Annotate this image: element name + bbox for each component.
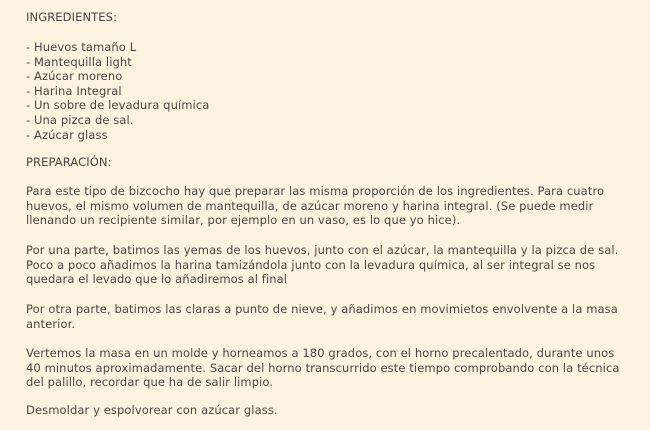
preparation-heading: PREPARACIÓN: (26, 155, 112, 169)
ingredient-item: - Huevos tamaño L (26, 40, 137, 54)
ingredient-item: - Azúcar glass (26, 127, 108, 142)
preparation-paragraph: Para este tipo de bizcocho hay que preparar las misma proporción de los ingredientes. Para cuatro huevos, el mismo volumen de mantequilla, de azúcar moreno y harina integral. (Se puede medir llenando un recipiente similar, por ejemplo en un vaso, es lo que yo hice). (26, 184, 605, 228)
ingredient-item: - Una pizca de sal. (26, 112, 134, 127)
ingredients-heading: INGREDIENTES: (26, 10, 118, 24)
preparation-paragraph: Por otra parte, batimos las claras a punto de nieve, y añadimos en movimietos envolvente a la masa anterior. (26, 302, 618, 331)
preparation-paragraph: Vertemos la masa en un molde y horneamos a 180 grados, con el horno precalentado, durante unos 40 minutos aproximadamente. Sacar del horno transcurrido este tiempo comprobando con la técnica del palillo, recordar que ha de salir limpio. (26, 346, 620, 390)
ingredient-item: - Azúcar moreno (26, 69, 123, 84)
preparation-paragraph: Desmoldar y espolvorear con azúcar glass. (26, 403, 278, 417)
ingredient-item: - Mantequilla light (26, 54, 132, 69)
ingredient-item: - Un sobre de levadura química (26, 98, 210, 113)
ingredient-list (26, 40, 209, 142)
ingredient-item: - Harina Integral (26, 83, 122, 98)
preparation-paragraph: Por una parte, batimos las yemas de los huevos, junto con el azúcar, la mantequilla y la pizca de sal. Poco a poco añadimos la harina tamizándola junto con la levadura química, al ser integral se nos quedara el levado que lo añadiremos al final (26, 243, 619, 287)
